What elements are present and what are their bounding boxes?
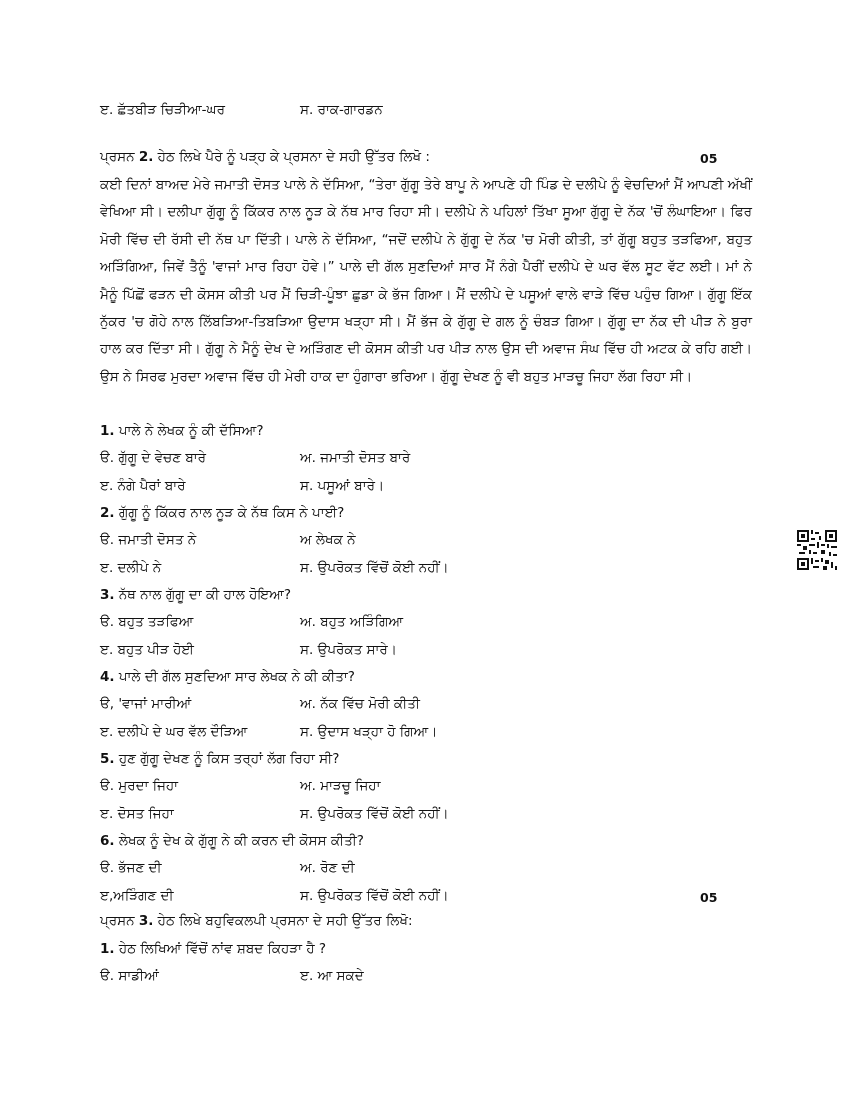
q2-sub4-option-b: ਅ. ਨੱਕ ਵਿੱਚ ਮੋਰੀ ਕੀਤੀ	[300, 696, 420, 712]
q2-sub5	[100, 751, 339, 767]
q3-sub1-option-a: ੳ. ਸਾਡੀਆਂ	[100, 968, 159, 984]
option-c-chhatbir-zoo: ੲ. ਛੱਤਬੀੜ ਚਿੜੀਆ-ਘਰ	[100, 102, 225, 118]
q2-sub6-text: ਲੇਖਕ ਨੂੰ ਦੇਖ ਕੇ ਗੁੱਗੂ ਨੇ ਕੀ ਕਰਨ ਦੀ ਕੋਸਸ ਕੀਤੀ?	[118, 833, 364, 849]
q2-heading-number: 2.	[138, 149, 154, 165]
q2-sub6-option-a: ੳ. ਭੱਜਣ ਦੀ	[100, 860, 162, 876]
q2-sub4-number: 4.	[100, 669, 115, 685]
q2-passage: ਕਈ ਦਿਨਾਂ ਬਾਅਦ ਮੇਰੇ ਜਮਾਤੀ ਦੋਸਤ ਪਾਲੇ ਨੇ ਦੱਸਿਆ, “ਤੇਰਾ ਗੁੱਗੂ ਤੇਰੇ ਬਾਪੂ ਨੇ ਆਪਣੇ ਹੀ ਪਿੰਡ ਦੇ ਦਲੀਪੇ ਨੂੰ ਵੇਚਦਿਆਂ ਮੈਂ ਆਪਣੀ ਅੱਖੀਂ ਵੇਖਿਆ ਸੀ। ਦਲੀਪਾ ਗੁੱਗੂ ਨੂੰ ਕਿੱਕਰ ਨਾਲ ਨੂੜ ਕੇ ਨੱਥ ਮਾਰ ਰਿਹਾ ਸੀ। ਦਲੀਪੇ ਨੇ ਪਹਿਲਾਂ ਤਿੱਖਾ ਸੂਆ ਗੁੱਗੂ ਦੇ ਨੱਕ 'ਚੋਂ ਲੰਘਾਇਆ। ਫਿਰ ਮੋਰੀ ਵਿੱਚ ਦੀ ਰੱਸੀ ਦੀ ਨੱਥ ਪਾ ਦਿੱਤੀ। ਪਾਲੇ ਨੇ ਦੱਸਿਆ, “ਜਦੋਂ ਦਲੀਪੇ ਨੇ ਗੁੱਗੂ ਦੇ ਨੱਕ 'ਚ ਮੋਰੀ ਕੀਤੀ, ਤਾਂ ਗੁੱਗੂ ਬਹੁਤ ਤੜਫਿਆ, ਬਹੁਤ ਅੜਿੰਗਿਆ, ਜਿਵੇਂ ਤੈਨੂੰ 'ਵਾਜਾਂ ਮਾਰ ਰਿਹਾ ਹੋਵੇ।” ਪਾਲੇ ਦੀ ਗੱਲ ਸੁਣਦਿਆਂ ਸਾਰ ਮੈਂ ਨੰਗੇ ਪੈਰੀਂ ਦਲੀਪੇ ਦੇ ਘਰ ਵੱਲ ਸੂਟ ਵੱਟ ਲਈ। ਮਾਂ ਨੇ ਮੈਨੂੰ ਪਿੱਛੋਂ ਫੜਨ ਦੀ ਕੋਸਸ ਕੀਤੀ ਪਰ ਮੈਂ ਚਿੜੀ-ਪੂੰਝਾ ਛੁਡਾ ਕੇ ਭੱਜ ਗਿਆ। ਮੈਂ ਦਲੀਪੇ ਦੇ ਪਸੂਆਂ ਵਾਲੇ ਵਾੜੇ ਵਿੱਚ ਪਹੁੰਚ ਗਿਆ। ਗੁੱਗੂ ਇੱਕ ਨੁੱਕਰ 'ਚ ਗੋਹੇ ਨਾਲ ਲਿੱਬੜਿਆ-ਤਿਬੜਿਆ ਉਦਾਸ ਖੜ੍ਹਾ ਸੀ। ਮੈਂ ਭੱਜ ਕੇ ਗੁੱਗੂ ਦੇ ਗਲ ਨੂੰ ਚੰਬੜ ਗਿਆ। ਗੁੱਗੂ ਦਾ ਨੱਕ ਦੀ ਪੀੜ ਨੇ ਬੁਰਾ ਹਾਲ ਕਰ ਦਿੱਤਾ ਸੀ। ਗੁੱਗੂ ਨੇ ਮੈਨੂੰ ਦੇਖ ਦੇ ਅੜਿੰਗਣ ਦੀ ਕੋਸਸ ਕੀਤੀ ਪਰ ਪੀੜ ਨਾਲ ਉਸ ਦੀ ਅਵਾਜ ਸੰਘ ਵਿੱਚ ਹੀ ਅਟਕ ਕੇ ਰਹਿ ਗਈ। ਉਸ ਨੇ ਸਿਰਫ ਮੁਰਦਾ ਅਵਾਜ ਵਿੱਚ ਹੀ ਮੇਰੀ ਹਾਕ ਦਾ ਹੁੰਗਾਰਾ ਭਰਿਆ। ਗੁੱਗੂ ਦੇਖਣ ਨੂੰ ਵੀ ਬਹੁਤ ਮਾੜਚੂ ਜਿਹਾ ਲੱਗ ਰਿਹਾ ਸੀ।	[100, 177, 752, 385]
q2-marks: 05	[700, 151, 718, 166]
q2-heading	[100, 149, 430, 165]
q2-sub1-number: 1.	[100, 423, 115, 439]
q2-sub3-option-a: ੳ. ਬਹੁਤ ਤੜਫਿਆ	[100, 614, 194, 630]
q2-sub6-option-d: ਸ. ਉਪਰੋਕਤ ਵਿੱਚੋਂ ਕੋਈ ਨਹੀਂ।	[300, 888, 449, 904]
qr-code-icon	[797, 530, 837, 570]
q2-sub2-number: 2.	[100, 505, 115, 521]
q2-sub1-option-c: ੲ. ਨੰਗੇ ਪੈਰਾਂ ਬਾਰੇ	[100, 478, 186, 494]
q3-heading-text: ਹੇਠ ਲਿਖੇ ਬਹੁਵਿਕਲਪੀ ਪ੍ਰਸਨਾ ਦੇ ਸਹੀ ਉੱਤਰ ਲਿਖੋ:	[157, 913, 413, 929]
q2-sub5-option-b: ਅ. ਮਾੜਚੂ ਜਿਹਾ	[300, 778, 381, 794]
q2-sub3-option-c: ੲ. ਬਹੁਤ ਪੀੜ ਹੋਈ	[100, 642, 194, 658]
option-d-rock-garden: ਸ. ਰਾਕ-ਗਾਰਡਨ	[300, 102, 383, 118]
q2-sub3-option-d: ਸ. ਉਪਰੋਕਤ ਸਾਰੇ।	[300, 642, 397, 658]
q2-sub2-option-c: ੲ. ਦਲੀਪੇ ਨੇ	[100, 560, 162, 576]
q2-sub5-option-d: ਸ. ਉਪਰੋਕਤ ਵਿੱਚੋਂ ਕੋਈ ਨਹੀਂ।	[300, 806, 449, 822]
q3-heading	[100, 913, 413, 929]
q3-heading-label: ਪ੍ਰਸਨ	[100, 913, 135, 929]
q2-sub6	[100, 833, 364, 849]
q3-heading-number: 3.	[138, 913, 154, 929]
q2-sub5-option-c: ੲ. ਦੋਸਤ ਜਿਹਾ	[100, 806, 174, 822]
q2-heading-text: ਹੇਠ ਲਿਖੇ ਪੈਰੇ ਨੂੰ ਪੜ੍ਹ ਕੇ ਪ੍ਰਸਨਾ ਦੇ ਸਹੀ ਉੱਤਰ ਲਿਖੋ :	[157, 149, 430, 165]
q2-sub6-option-b: ਅ. ਰੋਣ ਦੀ	[300, 860, 355, 876]
q2-sub1-option-b: ਅ. ਜਮਾਤੀ ਦੋਸਤ ਬਾਰੇ	[300, 450, 411, 466]
q2-sub5-text: ਹੁਣ ਗੁੱਗੂ ਦੇਖਣ ਨੂੰ ਕਿਸ ਤਰ੍ਹਾਂ ਲੱਗ ਰਿਹਾ ਸੀ?	[118, 751, 340, 767]
q2-sub2-option-a: ੳ. ਜਮਾਤੀ ਦੋਸਤ ਨੇ	[100, 532, 197, 548]
q2-sub3-option-b: ਅ. ਬਹੁਤ ਅੜਿੰਗਿਆ	[300, 614, 404, 630]
q2-sub4	[100, 669, 355, 685]
q2-sub4-option-a: ੳ, 'ਵਾਜਾਂ ਮਾਰੀਆਂ	[100, 696, 192, 712]
q3-sub1-text: ਹੇਠ ਲਿਖਿਆਂ ਵਿੱਚੋਂ ਨਾਂਵ ਸ਼ਬਦ ਕਿਹੜਾ ਹੈ ?	[118, 941, 327, 957]
q3-marks: 05	[700, 890, 718, 905]
q2-sub6-option-c: ੲ,ਅੜਿੰਗਣ ਦੀ	[100, 888, 174, 904]
q2-sub2-text: ਗੁੱਗੂ ਨੂੰ ਕਿੱਕਰ ਨਾਲ ਨੂੜ ਕੇ ਨੱਥ ਕਿਸ ਨੇ ਪਾਈ?	[118, 505, 345, 521]
q3-sub1	[100, 941, 326, 957]
q2-sub1-text: ਪਾਲੇ ਨੇ ਲੇਖਕ ਨੂੰ ਕੀ ਦੱਸਿਆ?	[118, 423, 264, 439]
q2-sub2-option-b: ਅ ਲੇਖਕ ਨੇ	[300, 532, 356, 548]
q2-sub3	[100, 587, 291, 603]
q2-sub4-option-c: ੲ. ਦਲੀਪੇ ਦੇ ਘਰ ਵੱਲ ਦੌੜਿਆ	[100, 724, 248, 740]
q2-sub5-number: 5.	[100, 751, 115, 767]
q2-sub1-option-a: ੳ. ਗੁੱਗੂ ਦੇ ਵੇਚਣ ਬਾਰੇ	[100, 450, 206, 466]
q2-sub3-text: ਨੱਥ ਨਾਲ ਗੁੱਗੂ ਦਾ ਕੀ ਹਾਲ ਹੋਇਆ?	[118, 587, 292, 603]
q2-sub4-option-d: ਸ. ਉਦਾਸ ਖੜ੍ਹਾ ਹੋ ਗਿਆ।	[300, 724, 438, 740]
q2-sub2-option-d: ਸ. ਉਪਰੋਕਤ ਵਿੱਚੋਂ ਕੋਈ ਨਹੀਂ।	[300, 560, 449, 576]
q2-sub5-option-a: ੳ. ਮੁਰਦਾ ਜਿਹਾ	[100, 778, 179, 794]
q3-sub1-option-c: ੲ. ਆ ਸਕਦੇ	[300, 968, 364, 984]
q2-sub3-number: 3.	[100, 587, 115, 603]
q3-sub1-number: 1.	[100, 941, 115, 957]
q2-heading-label: ਪ੍ਰਸਨ	[100, 149, 135, 165]
q2-sub1	[100, 423, 263, 439]
q2-sub4-text: ਪਾਲੇ ਦੀ ਗੱਲ ਸੁਣਦਿਆ ਸਾਰ ਲੇਖਕ ਨੇ ਕੀ ਕੀਤਾ?	[118, 669, 355, 685]
q2-sub6-number: 6.	[100, 833, 115, 849]
q2-sub2	[100, 505, 344, 521]
q2-sub1-option-d: ਸ. ਪਸੂਆਂ ਬਾਰੇ।	[300, 478, 385, 494]
